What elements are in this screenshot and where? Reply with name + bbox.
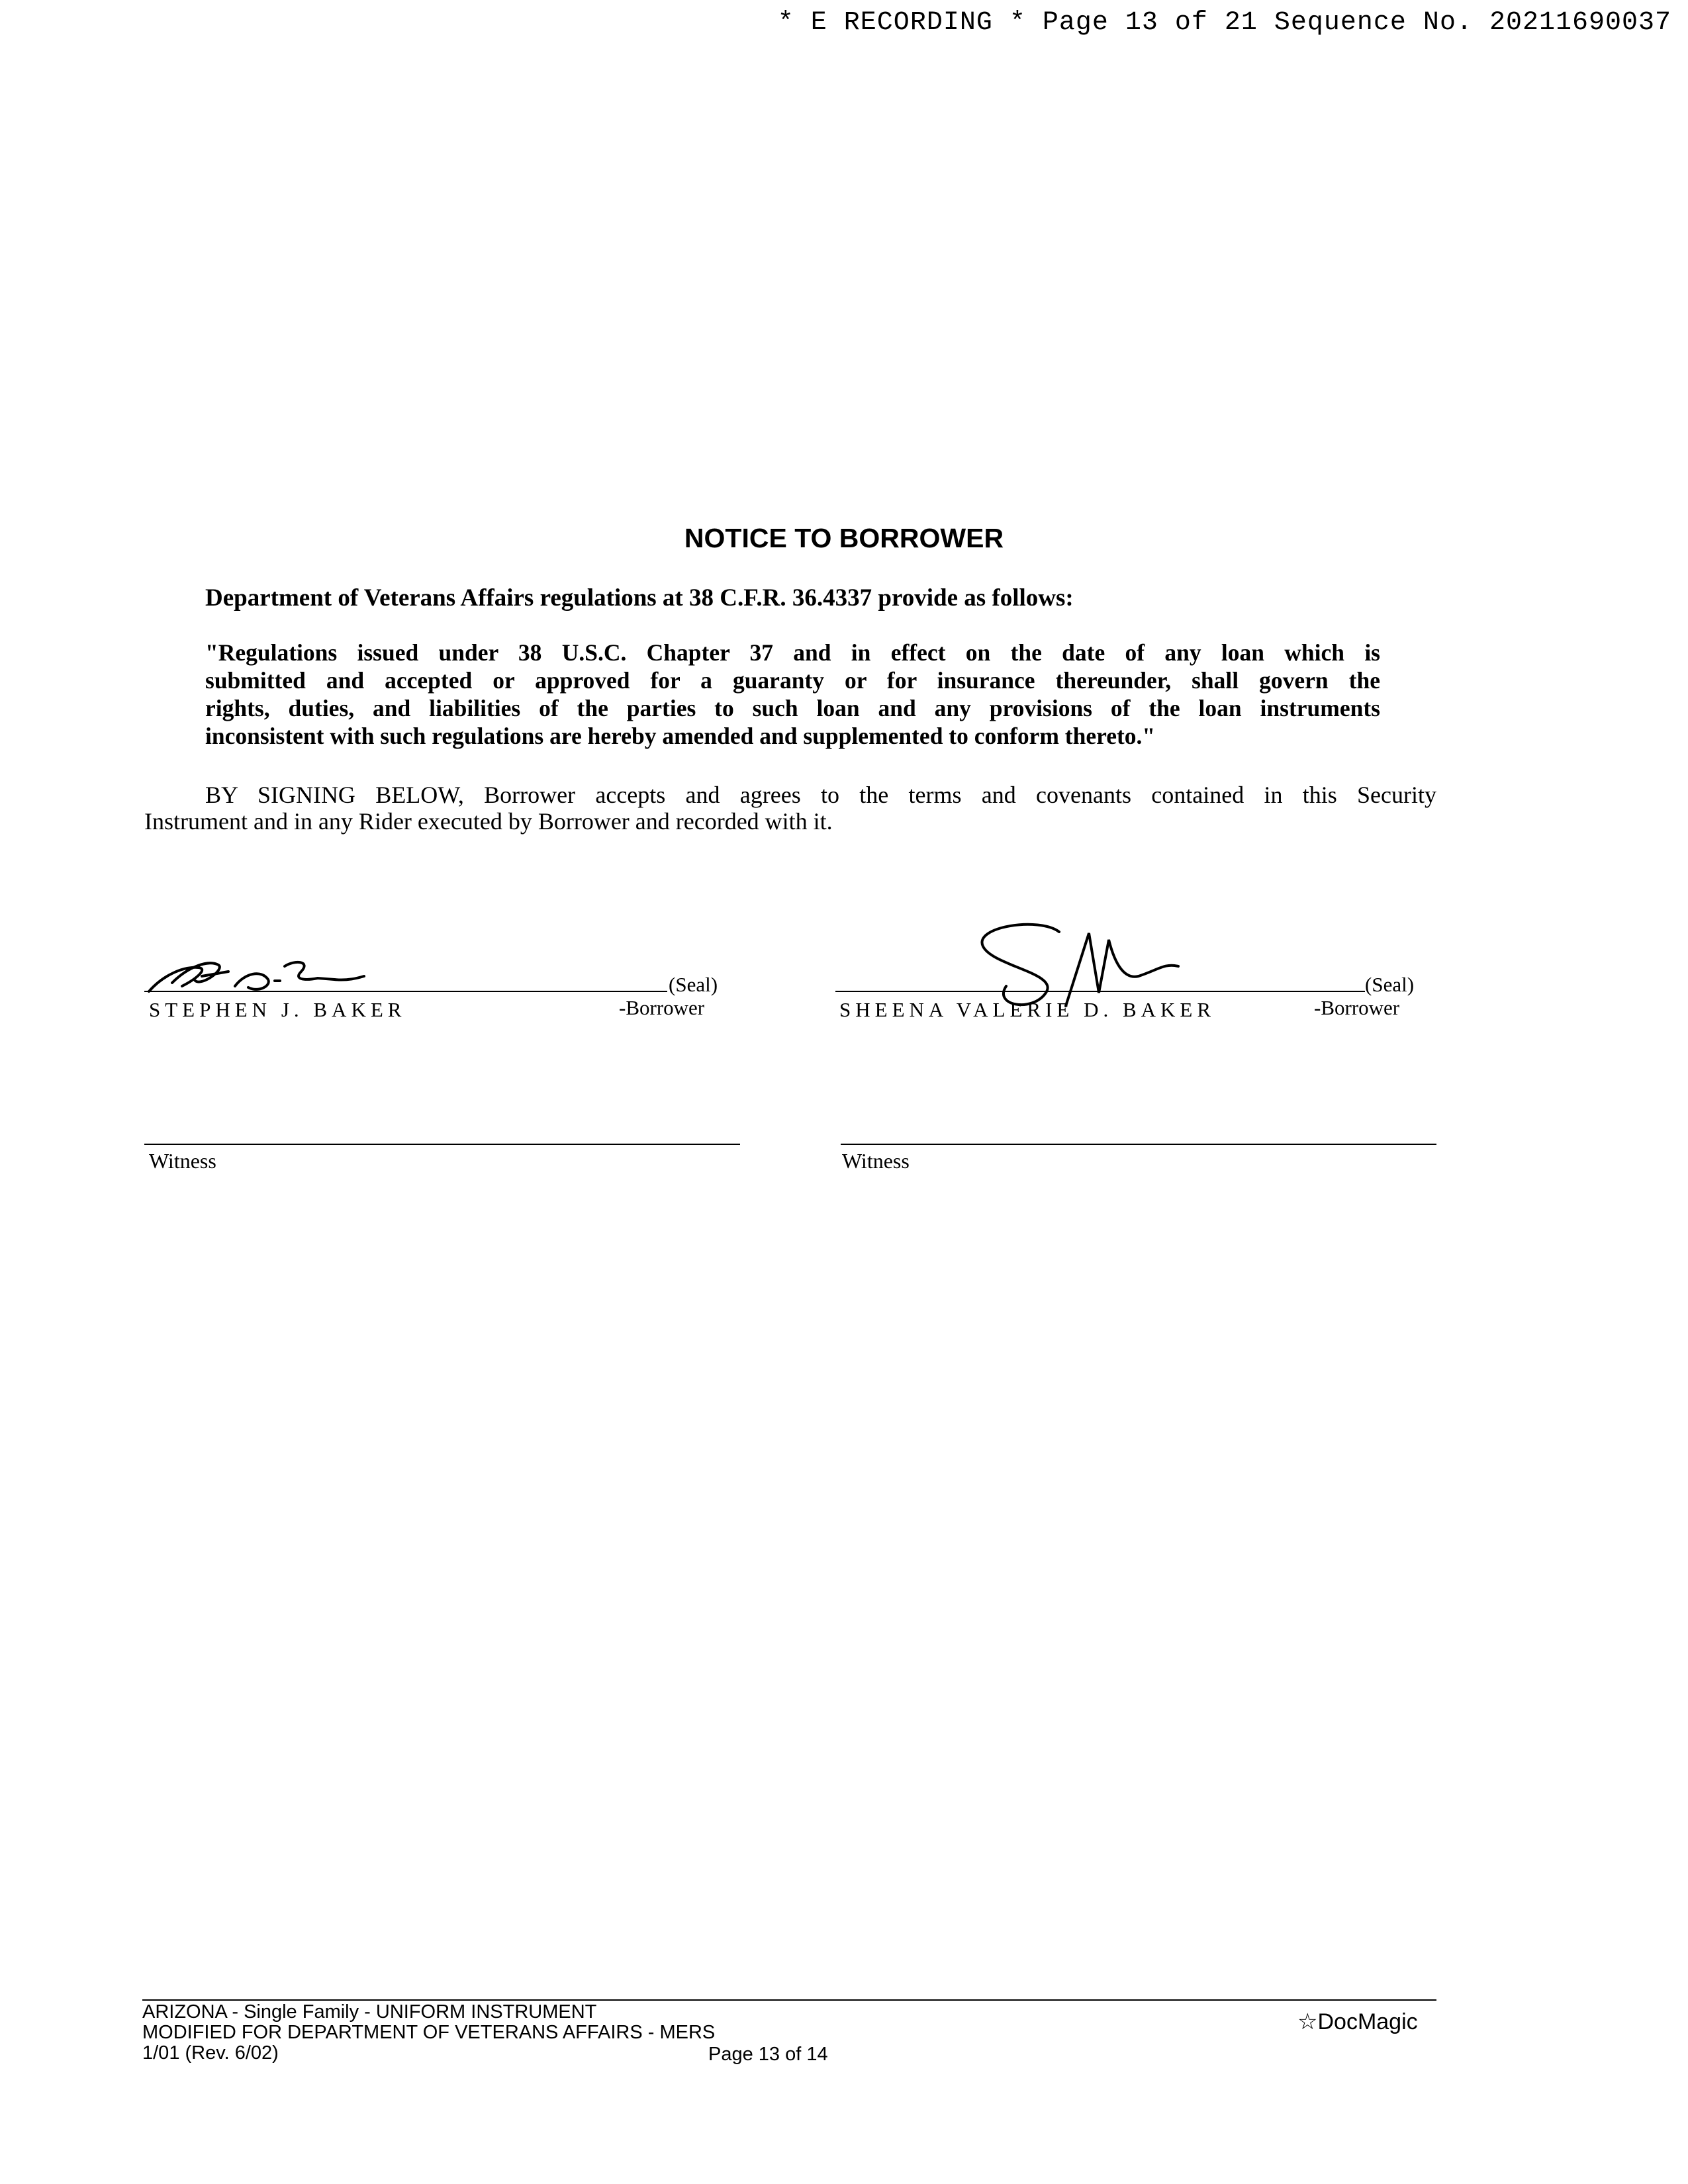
borrower-1-seal-label: (Seal) <box>669 973 718 996</box>
signing-statement-line: BY SIGNING BELOW, Borrower accepts and agrees to the terms and covenants contained in this Security <box>205 782 1436 808</box>
docmagic-logo <box>1297 2009 1418 2035</box>
borrower-2-role-label: -Borrower <box>1314 996 1400 1019</box>
witness-1-label: Witness <box>149 1149 216 1173</box>
docmagic-brand-text: DocMagic <box>1317 2009 1418 2034</box>
witness-1-line <box>144 1144 740 1145</box>
quote-line: inconsistent with such regulations are hereby amended and supplemented to conform thereto." <box>205 723 1156 749</box>
notice-title: NOTICE TO BORROWER <box>684 523 1004 553</box>
signing-statement-line: Instrument and in any Rider executed by Borrower and recorded with it. <box>144 808 833 835</box>
borrower-2-name: SHEENA VALERIE D. BAKER <box>839 998 1216 1021</box>
footer-form-subtitle: MODIFIED FOR DEPARTMENT OF VETERANS AFFAIRS - MERS <box>142 2022 716 2043</box>
borrower-2-signature-line <box>835 991 1365 992</box>
borrower-1-signature <box>136 940 467 1006</box>
witness-2-label: Witness <box>842 1149 910 1173</box>
quote-line: rights, duties, and liabilities of the parties to such loan and any provisions of the loan instruments <box>205 695 1380 721</box>
star-icon: ☆ <box>1297 2009 1318 2034</box>
borrower-2-seal-label: (Seal) <box>1365 973 1415 996</box>
borrower-1-role-label: -Borrower <box>619 996 705 1019</box>
quote-line: submitted and accepted or approved for a guaranty or for insurance thereunder, shall govern the <box>205 667 1380 694</box>
footer-form-title: ARIZONA - Single Family - UNIFORM INSTRUMENT <box>142 2001 597 2023</box>
dept-regulation-line: Department of Veterans Affairs regulations at 38 C.F.R. 36.4337 provide as follows: <box>205 584 1074 612</box>
borrower-1-signature-line <box>144 991 667 992</box>
footer-page-number: Page 13 of 14 <box>708 2044 828 2065</box>
borrower-1-name: STEPHEN J. BAKER <box>149 998 406 1021</box>
witness-2-line <box>841 1144 1436 1145</box>
quote-line: "Regulations issued under 38 U.S.C. Chapter 37 and in effect on the date of any loan which is <box>205 639 1380 666</box>
footer-revision: 1/01 (Rev. 6/02) <box>142 2042 279 2064</box>
footer-divider <box>142 1999 1436 2001</box>
recording-stamp: * E RECORDING * Page 13 of 21 Sequence No. 20211690037 <box>777 8 1671 38</box>
